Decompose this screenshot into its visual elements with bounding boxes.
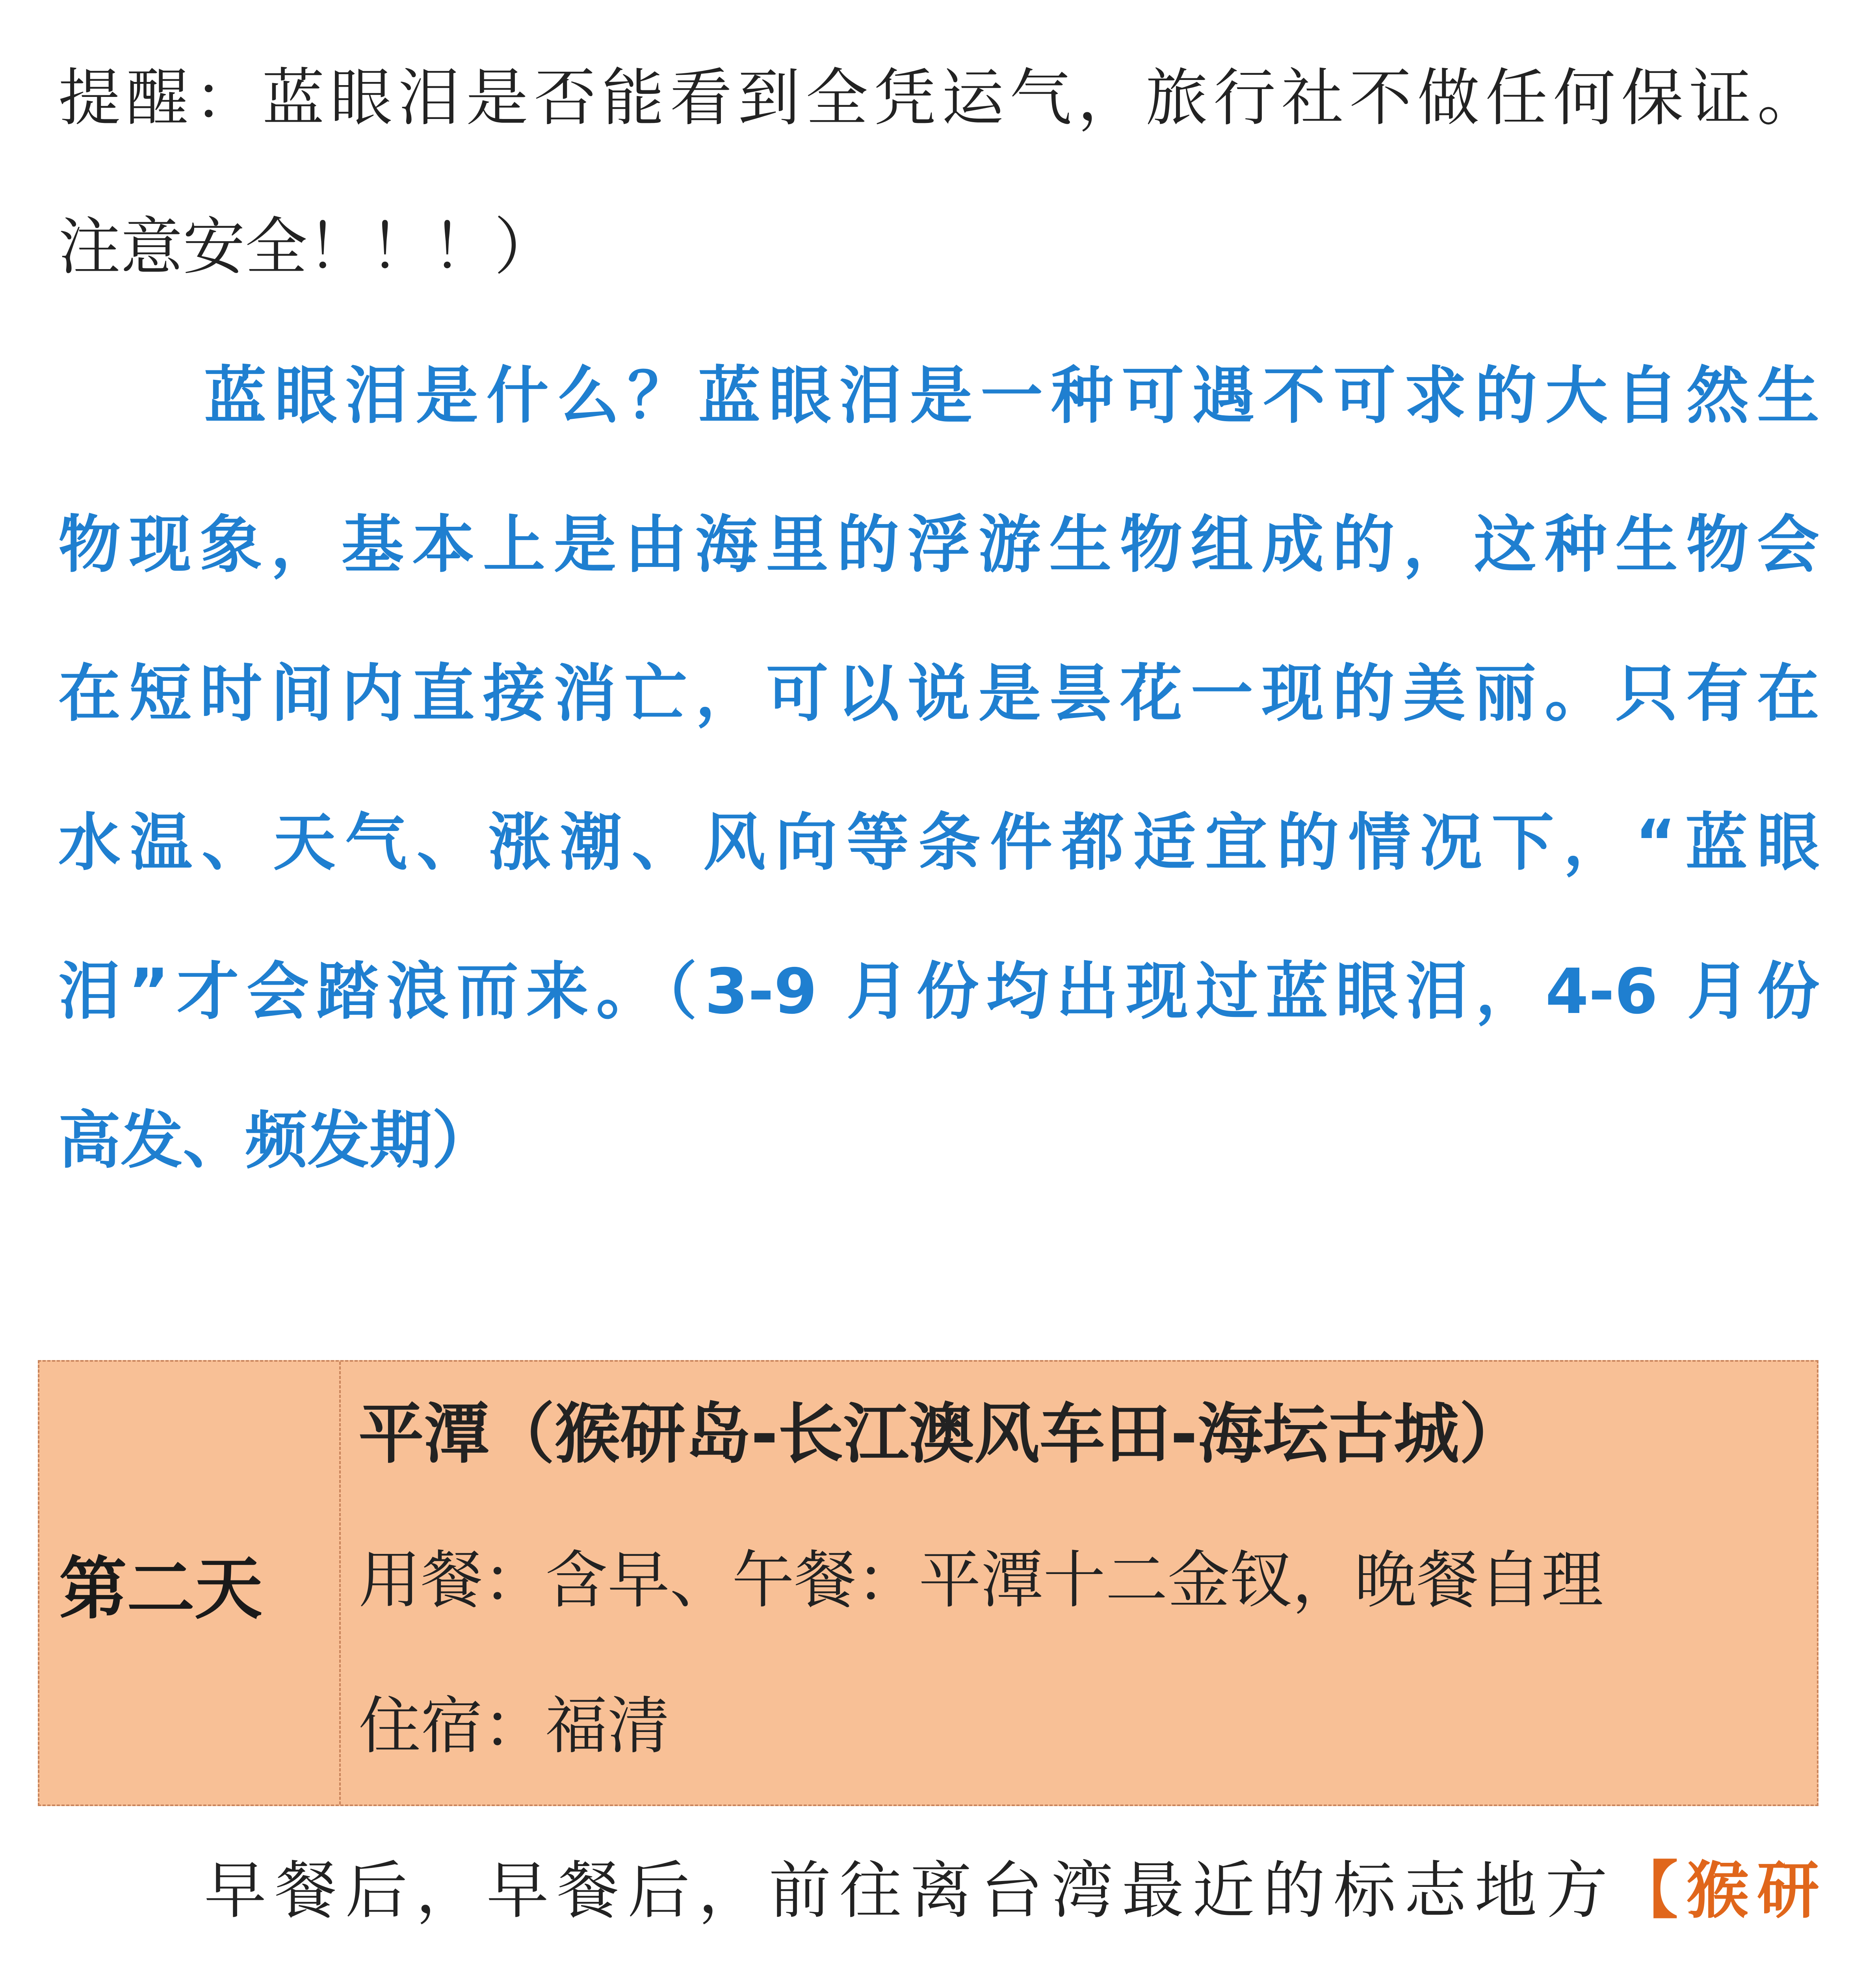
blue-tears-line: 在短时间内直接消亡，可以说是昙花一现的美丽。只有在 — [58, 658, 1819, 730]
blue-tears-line: 物现象，基本上是由海里的浮游生物组成的，这种生物会 — [58, 509, 1819, 581]
blue-tears-line: 泪”才会踏浪而来。（3-9 月份均出现过蓝眼泪，4-6 月份 — [58, 955, 1819, 1028]
itinerary-description — [58, 1816, 1819, 1970]
day-route-title: 平潭（猴研岛-长江澳风车田-海坛古城） — [358, 1396, 1525, 1472]
blue-tears-paragraph — [58, 322, 1819, 1215]
reminder-text: 提醒：蓝眼泪是否能看到全凭运气，旅行社不做任何保证。 — [58, 62, 1819, 134]
safety-text: 注意安全！！！） — [58, 211, 556, 283]
description-line — [58, 1816, 1819, 1965]
intro-section — [58, 24, 1819, 1215]
day-label: 第二天 — [39, 1362, 341, 1805]
blue-tears-line: 蓝眼泪是什么？蓝眼泪是一种可遇不可求的大自然生 — [204, 360, 1819, 432]
lodging-info: 住宿：福清 — [358, 1690, 670, 1762]
blue-tears-line: 高发、频发期） — [58, 1104, 494, 1177]
day-two-table — [38, 1360, 1818, 1806]
description-text: 早餐后，早餐后，前往离台湾最近的标志地方 — [204, 1855, 1616, 1927]
description-line — [58, 1965, 1819, 1970]
day-details — [358, 1362, 1796, 1799]
blue-tears-line: 水温、天气、涨潮、风向等条件都适宜的情况下，“蓝眼 — [58, 807, 1819, 879]
meals-info: 用餐：含早、午餐：平潭十二金钗，晚餐自理 — [358, 1544, 1603, 1617]
attraction-highlight: 【猴研 — [1616, 1855, 1820, 1927]
